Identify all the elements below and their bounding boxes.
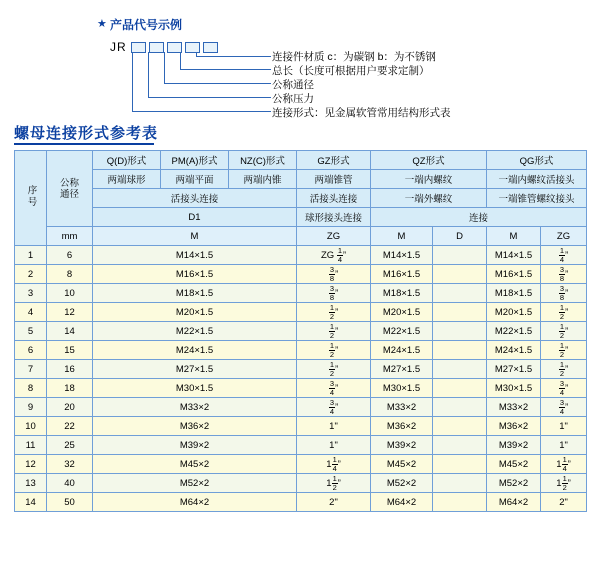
header-sub-qd: 两端球形 (93, 170, 161, 189)
cell-seq: 13 (15, 474, 47, 493)
table-header-row (15, 189, 587, 208)
cell-seq: 3 (15, 284, 47, 303)
table-row (15, 341, 587, 360)
header-seq: 序号 (15, 151, 47, 246)
cell-zg: $\frac{1}{2}$ ” (297, 303, 371, 322)
header-group-gz: GZ形式 (297, 151, 371, 170)
leader-line-5 (132, 52, 271, 112)
header-unit-qz-m: M (371, 227, 433, 246)
cell-qg-m: M64×2 (487, 493, 541, 512)
header-qz-qg-connection: 连接 (371, 208, 587, 227)
header-qg-taper-union: 一端锥管螺纹接头 (487, 189, 587, 208)
cell-dn: 8 (47, 265, 93, 284)
header-unit-qg-m: M (487, 227, 541, 246)
cell-qz-m: M39×2 (371, 436, 433, 455)
cell-zg: 2" (297, 493, 371, 512)
cell-qg-m: M18×1.5 (487, 284, 541, 303)
cell-qz-d (433, 341, 487, 360)
cell-m: M45×2 (93, 455, 297, 474)
cell-seq: 1 (15, 246, 47, 265)
cell-qg-zg: 1" (541, 436, 587, 455)
cell-zg: 1" (297, 417, 371, 436)
cell-qg-m: M52×2 (487, 474, 541, 493)
cell-dn: 15 (47, 341, 93, 360)
cell-qz-d (433, 284, 487, 303)
table-row (15, 398, 587, 417)
legend-label-connection-type: 连接形式：见金属软管常用结构形式表 (272, 107, 451, 119)
table-row (15, 284, 587, 303)
nut-connection-table (14, 150, 587, 512)
star-icon: ★ (97, 18, 107, 30)
cell-seq: 14 (15, 493, 47, 512)
table-row (15, 455, 587, 474)
header-unit-mm: mm (47, 227, 93, 246)
cell-qg-m: M20×1.5 (487, 303, 541, 322)
cell-m: M16×1.5 (93, 265, 297, 284)
cell-qz-d (433, 493, 487, 512)
header-group-nzc: NZ(C)形式 (229, 151, 297, 170)
table-header-row (15, 170, 587, 189)
cell-qg-m: M14×1.5 (487, 246, 541, 265)
cell-qz-d (433, 303, 487, 322)
legend-title: 产品代号示例 (110, 18, 183, 32)
cell-qg-m: M33×2 (487, 398, 541, 417)
cell-zg: $\frac{1}{2}$ ” (297, 360, 371, 379)
header-unit-qz-d: D (433, 227, 487, 246)
cell-seq: 9 (15, 398, 47, 417)
header-qz-external-thread: 一端外螺纹 (371, 189, 487, 208)
cell-qz-d (433, 379, 487, 398)
cell-qg-zg: $\frac{3}{8}$ ” (541, 284, 587, 303)
cell-qz-d (433, 398, 487, 417)
header-sub-nzc: 两端内锥 (229, 170, 297, 189)
cell-qz-m: M14×1.5 (371, 246, 433, 265)
cell-zg: 1 $\frac{1}{4}$ ” (297, 455, 371, 474)
cell-qz-d (433, 455, 487, 474)
cell-qg-zg: 1 $\frac{1}{4}$ ” (541, 455, 587, 474)
cell-zg: $\frac{3}{4}$ ” (297, 398, 371, 417)
cell-zg: $\frac{3}{8}$ ” (297, 265, 371, 284)
cell-qz-d (433, 265, 487, 284)
cell-qz-d (433, 436, 487, 455)
header-unit-zg: ZG (297, 227, 371, 246)
cell-qg-zg: $\frac{3}{4}$ ” (541, 398, 587, 417)
cell-seq: 8 (15, 379, 47, 398)
table-header-row (15, 151, 587, 170)
cell-m: M24×1.5 (93, 341, 297, 360)
cell-m: M20×1.5 (93, 303, 297, 322)
cell-seq: 11 (15, 436, 47, 455)
header-unit-qg-zg: ZG (541, 227, 587, 246)
cell-qz-m: M16×1.5 (371, 265, 433, 284)
cell-zg: ZG $\frac{1}{4}$ ” (297, 246, 371, 265)
cell-qz-d (433, 322, 487, 341)
table-row (15, 322, 587, 341)
header-dn: 公称通径 (47, 151, 93, 227)
cell-m: M52×2 (93, 474, 297, 493)
header-gz-ball: 球形接头连接 (297, 208, 371, 227)
cell-qz-d (433, 417, 487, 436)
cell-m: M14×1.5 (93, 246, 297, 265)
cell-seq: 6 (15, 341, 47, 360)
table-header-row (15, 208, 587, 227)
legend-label-material: 连接件材质 c：为碳钢 b：为不锈钢 (272, 51, 436, 63)
cell-zg: $\frac{3}{8}$ ” (297, 284, 371, 303)
cell-qz-m: M24×1.5 (371, 341, 433, 360)
cell-m: M30×1.5 (93, 379, 297, 398)
table-row (15, 303, 587, 322)
cell-qz-m: M64×2 (371, 493, 433, 512)
cell-qg-zg: 1 $\frac{1}{2}$ ” (541, 474, 587, 493)
cell-dn: 18 (47, 379, 93, 398)
table-header-row (15, 227, 587, 246)
product-code-legend (0, 0, 600, 118)
header-group-qg: QG形式 (487, 151, 587, 170)
cell-qg-m: M45×2 (487, 455, 541, 474)
table-row (15, 265, 587, 284)
table-row (15, 436, 587, 455)
header-group-qz: QZ形式 (371, 151, 487, 170)
cell-seq: 2 (15, 265, 47, 284)
cell-qg-zg: 2" (541, 493, 587, 512)
legend-label-nominal-pressure: 公称压力 (272, 93, 314, 105)
legend-label-length: 总长（长度可根据用户要求定制） (272, 65, 430, 77)
table-row (15, 360, 587, 379)
table-row (15, 379, 587, 398)
cell-qg-m: M24×1.5 (487, 341, 541, 360)
header-group-pma: PM(A)形式 (161, 151, 229, 170)
header-sub-qz: 一端内螺纹 (371, 170, 487, 189)
cell-zg: $\frac{1}{2}$ ” (297, 341, 371, 360)
cell-qg-m: M30×1.5 (487, 379, 541, 398)
title-underline (14, 143, 154, 145)
cell-qg-zg: $\frac{1}{2}$ ” (541, 303, 587, 322)
header-sub-gz: 两端锥管 (297, 170, 371, 189)
cell-qg-m: M27×1.5 (487, 360, 541, 379)
cell-qz-m: M30×1.5 (371, 379, 433, 398)
cell-m: M22×1.5 (93, 322, 297, 341)
header-sub-pma: 两端平面 (161, 170, 229, 189)
cell-dn: 32 (47, 455, 93, 474)
cell-seq: 12 (15, 455, 47, 474)
header-d1: D1 (93, 208, 297, 227)
cell-zg: $\frac{1}{2}$ ” (297, 322, 371, 341)
cell-seq: 10 (15, 417, 47, 436)
header-gz-union: 活接头连接 (297, 189, 371, 208)
cell-m: M33×2 (93, 398, 297, 417)
cell-m: M64×2 (93, 493, 297, 512)
cell-qz-d (433, 360, 487, 379)
cell-qz-m: M45×2 (371, 455, 433, 474)
cell-seq: 5 (15, 322, 47, 341)
header-group-qd: Q(D)形式 (93, 151, 161, 170)
code-prefix: JR (110, 40, 127, 54)
cell-m: M27×1.5 (93, 360, 297, 379)
cell-dn: 25 (47, 436, 93, 455)
cell-dn: 10 (47, 284, 93, 303)
cell-zg: 1" (297, 436, 371, 455)
cell-seq: 4 (15, 303, 47, 322)
cell-qg-m: M39×2 (487, 436, 541, 455)
legend-label-list (272, 50, 451, 120)
cell-dn: 20 (47, 398, 93, 417)
cell-qz-m: M18×1.5 (371, 284, 433, 303)
cell-qz-m: M27×1.5 (371, 360, 433, 379)
cell-dn: 50 (47, 493, 93, 512)
header-sub-qg: 一端内螺纹活接头 (487, 170, 587, 189)
cell-qg-zg: $\frac{1}{2}$ ” (541, 341, 587, 360)
page-title: 螺母连接形式参考表 (14, 125, 159, 142)
legend-label-nominal-diameter: 公称通径 (272, 79, 314, 91)
cell-qz-d (433, 474, 487, 493)
cell-dn: 6 (47, 246, 93, 265)
cell-qg-zg: $\frac{1}{2}$ ” (541, 360, 587, 379)
cell-qz-m: M20×1.5 (371, 303, 433, 322)
cell-qz-m: M33×2 (371, 398, 433, 417)
cell-qg-m: M36×2 (487, 417, 541, 436)
cell-qz-m: M22×1.5 (371, 322, 433, 341)
cell-qz-d (433, 246, 487, 265)
cell-qz-m: M36×2 (371, 417, 433, 436)
cell-dn: 14 (47, 322, 93, 341)
cell-qg-zg: $\frac{3}{4}$ ” (541, 379, 587, 398)
cell-dn: 40 (47, 474, 93, 493)
cell-dn: 12 (47, 303, 93, 322)
cell-m: M36×2 (93, 417, 297, 436)
cell-dn: 16 (47, 360, 93, 379)
cell-m: M39×2 (93, 436, 297, 455)
cell-qg-zg: $\frac{3}{8}$ ” (541, 265, 587, 284)
cell-seq: 7 (15, 360, 47, 379)
table-row (15, 474, 587, 493)
table-row (15, 417, 587, 436)
cell-zg: 1 $\frac{1}{2}$ ” (297, 474, 371, 493)
cell-qg-m: M16×1.5 (487, 265, 541, 284)
table-row (15, 493, 587, 512)
cell-qz-m: M52×2 (371, 474, 433, 493)
cell-qg-zg: $\frac{1}{2}$ ” (541, 322, 587, 341)
cell-qg-zg: $\frac{1}{4}$ ” (541, 246, 587, 265)
cell-qg-zg: 1" (541, 417, 587, 436)
header-unit-m: M (93, 227, 297, 246)
header-union-connection: 活接头连接 (93, 189, 297, 208)
cell-m: M18×1.5 (93, 284, 297, 303)
cell-dn: 22 (47, 417, 93, 436)
cell-qg-m: M22×1.5 (487, 322, 541, 341)
table-row (15, 246, 587, 265)
cell-zg: $\frac{3}{4}$ ” (297, 379, 371, 398)
